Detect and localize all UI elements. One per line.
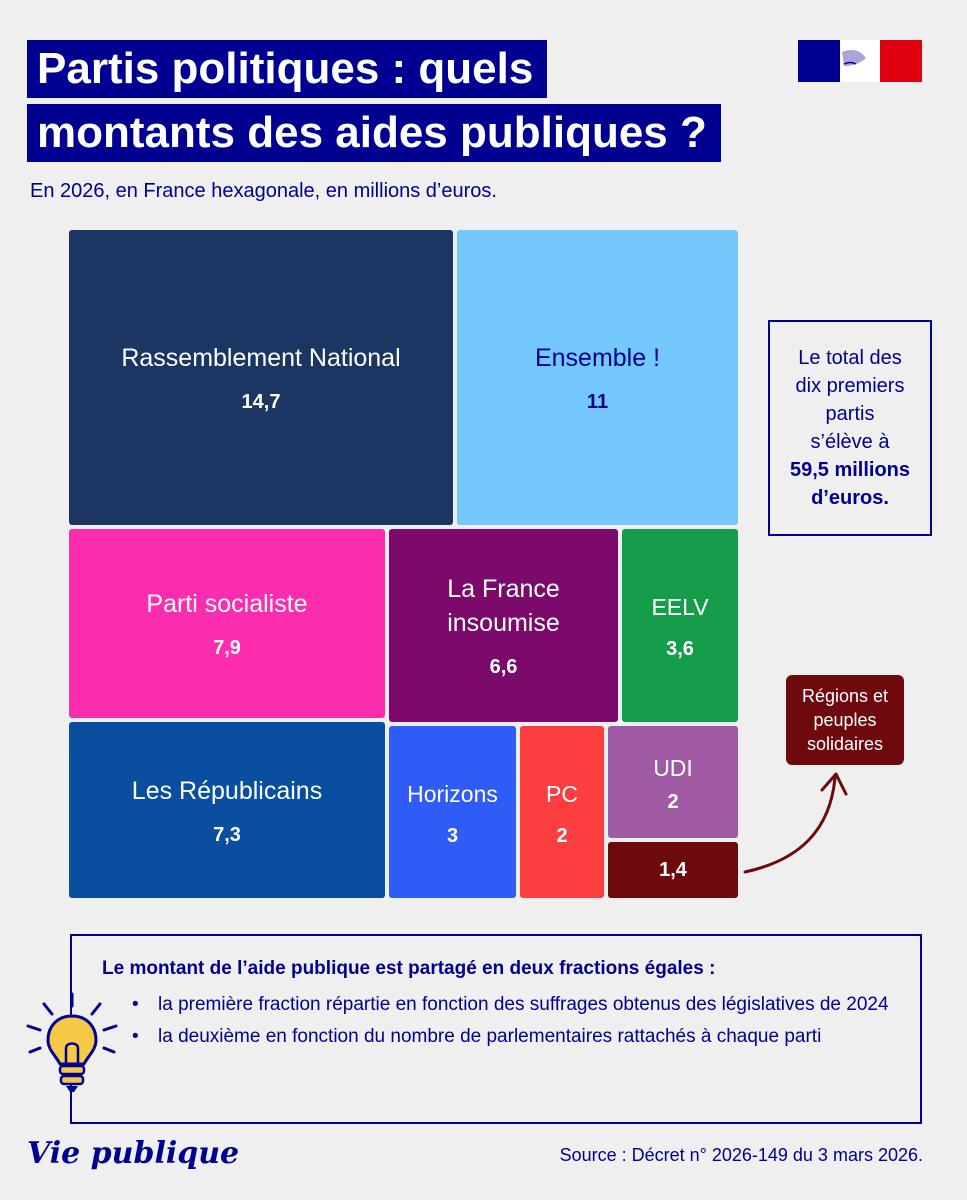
total-line: s’élève à	[810, 431, 890, 453]
tile-les-republicains	[69, 722, 385, 898]
tile-value: 6,6	[489, 656, 518, 678]
tile-value: 14,7	[241, 391, 281, 413]
regions-line: solidaires	[806, 734, 884, 754]
tile-label: UDI	[653, 754, 693, 781]
tile-value: 11	[586, 391, 609, 413]
tile-value: 3,6	[666, 638, 694, 660]
regions-line: peuples	[813, 710, 877, 730]
tile-pc	[520, 726, 604, 898]
tile-value: 3	[446, 824, 459, 847]
tile-udi	[608, 726, 738, 838]
tile-label: Ensemble !	[534, 344, 661, 372]
total-line: dix premiers	[795, 375, 905, 397]
total-line: partis	[825, 403, 875, 425]
info-heading: Le montant de l’aide publique est partagé en deux fractions égales :	[102, 958, 716, 979]
total-line: Le total des	[798, 347, 902, 369]
tile-label: Parti socialiste	[146, 590, 308, 618]
tile-horizons	[389, 726, 516, 898]
info-box	[70, 934, 922, 1124]
tile-eelv	[622, 529, 738, 722]
tile-parti-socialiste	[69, 529, 385, 718]
tile-rassemblement-national	[69, 230, 453, 525]
tile-label: La France insoumise	[447, 575, 560, 637]
tile-label: Rassemblement National	[121, 344, 401, 372]
page-title-line2: montants des aides publiques ?	[27, 104, 721, 162]
tile-value: 7,9	[213, 637, 241, 659]
regions-callout-label	[786, 675, 904, 765]
tile-value: 2	[667, 790, 679, 813]
tile-label: PC	[546, 780, 578, 807]
tile-label: Les Républicains	[131, 776, 323, 805]
tile-ensemble	[457, 230, 738, 525]
tile-value: 2	[556, 824, 568, 847]
tile-value: 1,4	[659, 858, 687, 881]
info-bullet: • la deuxième en fonction du nombre de parlementaires rattachés à chaque parti	[132, 1022, 892, 1052]
info-bullet: • la première fraction répartie en fonction des suffrages obtenus des législatives de 2024	[132, 990, 892, 1020]
total-amount: 59,5 millions	[789, 459, 911, 481]
tile-label: EELV	[651, 594, 709, 620]
total-amount-unit: d’euros.	[811, 487, 889, 509]
regions-line: Régions et	[801, 686, 889, 706]
tile-la-france-insoumise	[389, 529, 618, 722]
subtitle: En 2026, en France hexagonale, en millions d’euros.	[30, 180, 497, 202]
vie-publique-logo: Vie publique	[27, 1136, 240, 1171]
info-list	[132, 990, 892, 1054]
page-title-line1: Partis politiques : quels	[27, 40, 547, 98]
tile-label: Horizons	[407, 780, 498, 807]
tile-regions-peuples-solidaires	[608, 842, 738, 898]
lightbulb-icon	[22, 990, 122, 1100]
total-callout	[768, 320, 932, 536]
source-note: Source : Décret n° 2026-149 du 3 mars 2026.	[559, 1145, 923, 1165]
tile-value: 7,3	[213, 823, 241, 846]
